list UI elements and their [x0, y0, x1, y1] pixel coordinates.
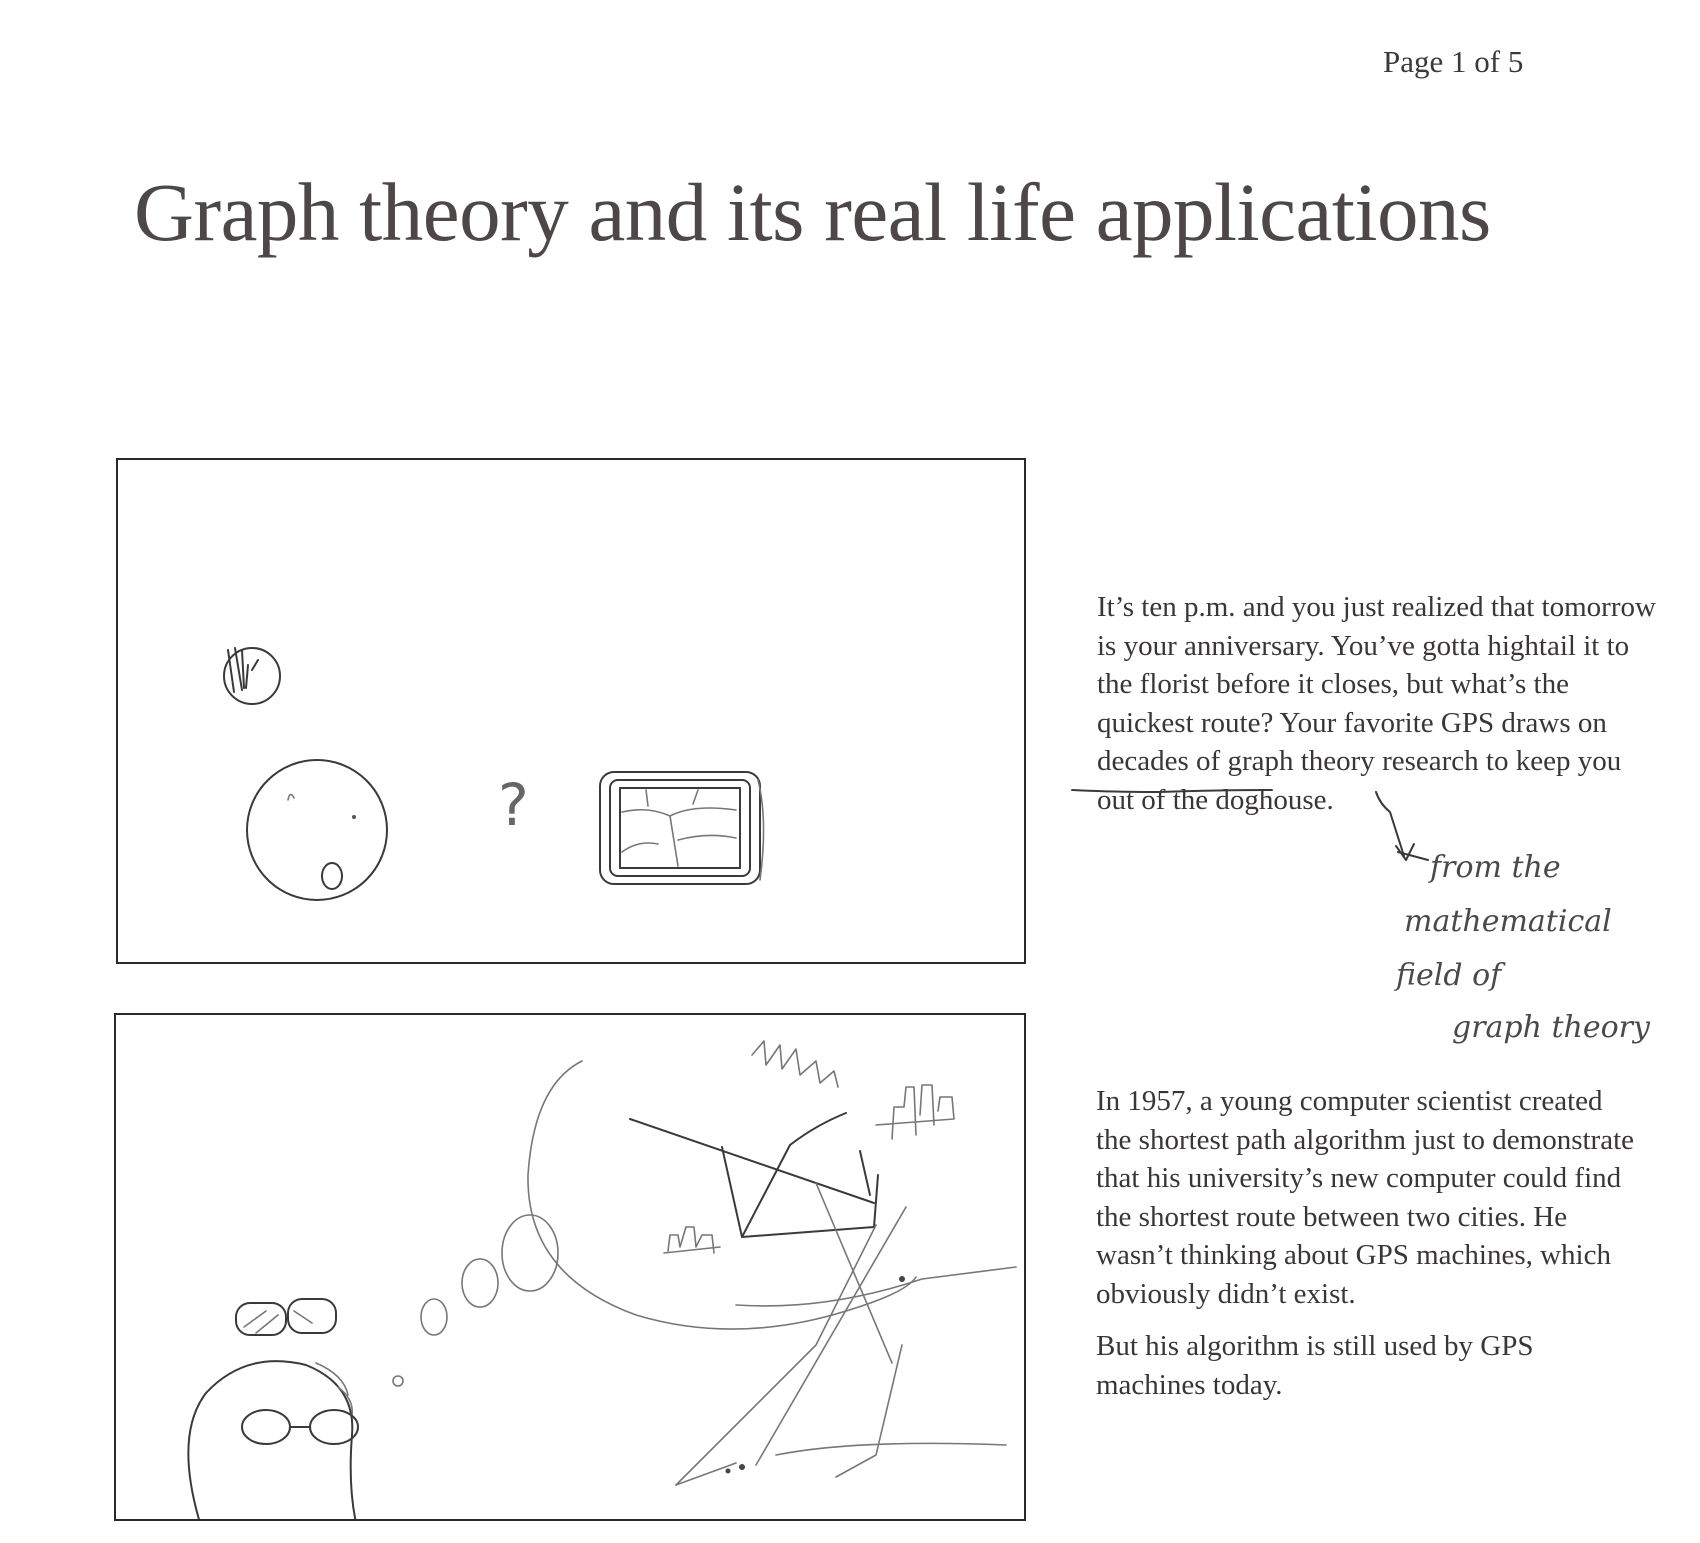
paragraph-intro-text-2: research to keep you out of the doghouse.: [1097, 745, 1622, 816]
page-title: Graph theory and its real life applications: [134, 166, 1491, 258]
sketch-panel-2-drawing: [116, 1015, 1026, 1521]
sketch-panel-1-drawing: [118, 460, 1026, 964]
paragraph-today: But his algorithm is still used by GPS machines today.: [1096, 1330, 1534, 1401]
clock-doodle: [224, 648, 280, 704]
gps-device-doodle: [600, 772, 764, 884]
handwritten-note-line-2: mathematical: [1404, 904, 1612, 939]
handwritten-note-line-4: graph theory: [1452, 1010, 1650, 1045]
sketch-panel-1: [116, 458, 1026, 964]
surprised-face-doodle: [247, 760, 387, 900]
thought-bubbles-doodle: [393, 1061, 916, 1386]
page-number: Page 1 of 5: [1383, 44, 1524, 79]
city-graph-doodle: [630, 1041, 954, 1253]
struck-phrase: graph theory: [1227, 745, 1375, 777]
question-mark: ?: [498, 771, 529, 839]
paragraph-intro-text-1: It’s ten p.m. and you just realized that tomorrow is your anniversary. You’ve gotta hightail it to the florist before it closes, but what’s the quickest route? Your favorite GPS draws on decades of: [1097, 591, 1656, 777]
sketch-panel-2: [114, 1013, 1026, 1521]
handwritten-note-line-3: field of: [1396, 958, 1502, 993]
paragraph-history: In 1957, a young computer scientist created the shortest path algorithm just to demonstrate that his university’s new computer could find the shortest route between two cities. He wasn’t thinking about GPS machines, which obviously didn’t exist.: [1096, 1085, 1635, 1310]
paragraph-intro: [1097, 588, 1657, 819]
annotation-arrowhead: [1396, 844, 1428, 860]
thinker-head-doodle: [188, 1299, 358, 1521]
handwritten-note-line-1: from the: [1430, 850, 1561, 885]
paragraph-history-block: [1096, 1082, 1636, 1418]
paragraph-intro-block: [1097, 588, 1657, 833]
